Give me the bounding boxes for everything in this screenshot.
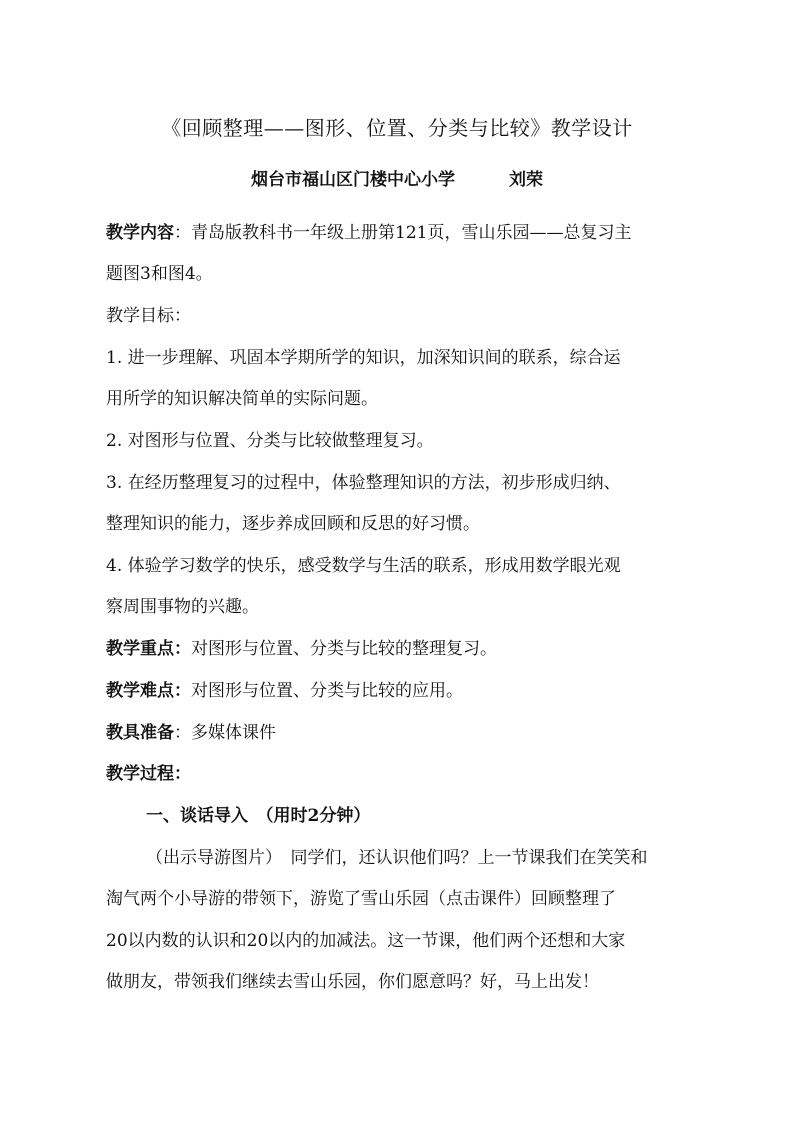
goal-3-line-1: 3. 在经历整理复习的过程中，体验整理知识的方法，初步形成归纳、 xyxy=(106,473,621,493)
author-school: 烟台市福山区门楼中心小学 xyxy=(251,170,455,190)
content-line-1 xyxy=(106,220,706,246)
key-point-label: 教学重点： xyxy=(106,639,191,659)
goals-label: 教学目标： xyxy=(106,306,191,326)
paragraph-line-2: 淘气两个小导游的带领下，游览了雪山乐园（点击课件）回顾整理了 xyxy=(106,889,616,909)
difficulty-label: 教学难点： xyxy=(106,681,191,701)
process-label: 教学过程： xyxy=(106,764,191,784)
goal-4-line-1: 4. 体验学习数学的快乐，感受数学与生活的联系，形成用数学眼光观 xyxy=(106,556,621,576)
goal-2-line-1: 2. 对图形与位置、分类与比较做整理复习。 xyxy=(106,431,434,451)
paragraph-line-1: （出示导游图片） 同学们，还认识他们吗？上一节课我们在笑笑和 xyxy=(146,848,648,868)
paragraph-line-3: 20以内数的认识和20以内的加减法。这一节课，他们两个还想和大家 xyxy=(106,931,626,951)
difficulty-line xyxy=(106,678,706,704)
tools-text: ：多媒体课件 xyxy=(174,723,276,743)
content-text-1: ：青岛版教科书一年级上册第121页，雪山乐园——总复习主 xyxy=(174,223,632,243)
tools-line xyxy=(106,720,706,746)
document-title: 《回顾整理——图形、位置、分类与比较》教学设计 xyxy=(161,116,633,140)
goal-1-line-1: 1. 进一步理解、巩固本学期所学的知识，加深知识间的联系，综合运 xyxy=(106,348,621,368)
author-name: 刘荣 xyxy=(509,170,543,190)
tools-label: 教具准备 xyxy=(106,723,174,743)
content-line-2: 题图3和图4。 xyxy=(106,264,213,284)
difficulty-text: 对图形与位置、分类与比较的应用。 xyxy=(191,681,463,701)
section-1-heading: 一、谈话导入 （用时2分钟） xyxy=(146,806,371,826)
key-point-text: 对图形与位置、分类与比较的整理复习。 xyxy=(191,639,497,659)
content-label: 教学内容 xyxy=(106,223,174,243)
goal-3-line-2: 整理知识的能力，逐步养成回顾和反思的好习惯。 xyxy=(106,514,480,534)
goal-1-line-2: 用所学的知识解决简单的实际问题。 xyxy=(106,389,378,409)
paragraph-line-4: 做朋友，带领我们继续去雪山乐园，你们愿意吗？好，马上出发！ xyxy=(106,972,599,992)
goal-4-line-2: 察周围事物的兴趣。 xyxy=(106,597,259,617)
key-point-line xyxy=(106,636,706,662)
author-line xyxy=(0,167,794,193)
